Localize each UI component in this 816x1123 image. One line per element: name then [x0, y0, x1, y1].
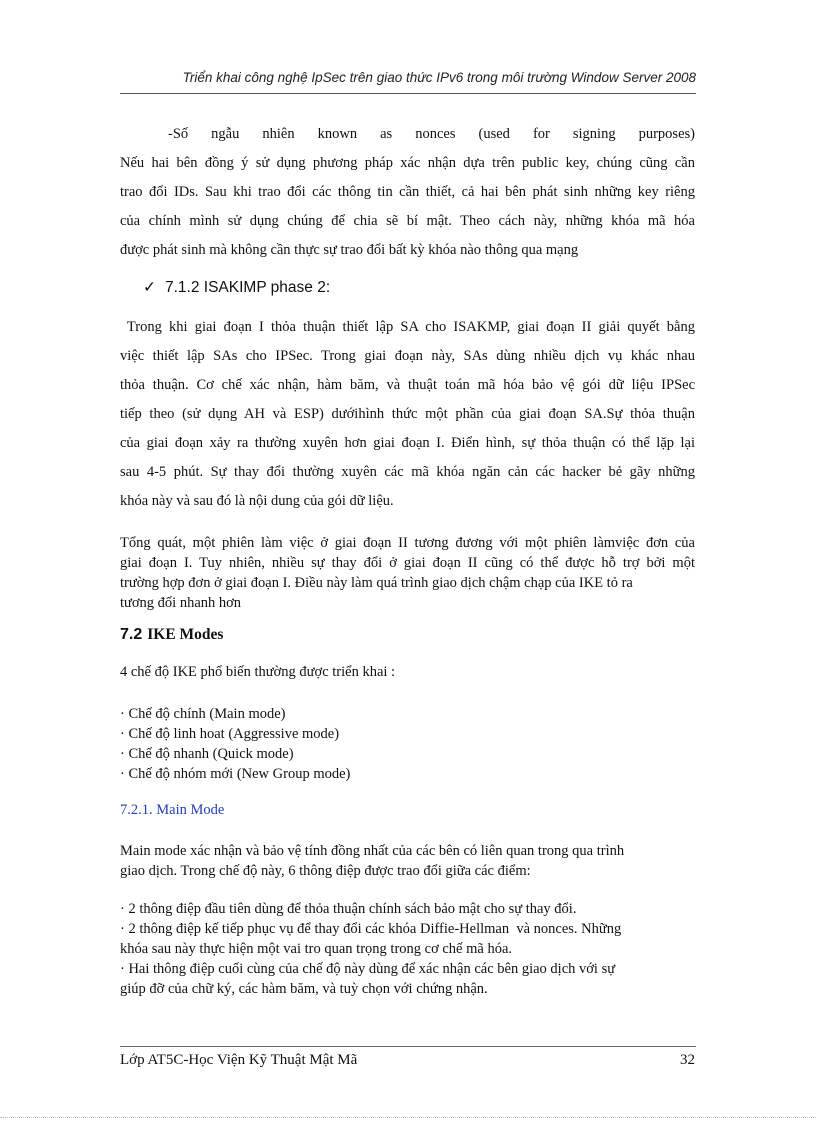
- section-heading: [120, 626, 223, 644]
- paragraph-line: Tổng quát, một phiên làm việc ở giai đoạn II tương đương với một phiên làmviệc đơn của: [120, 535, 695, 551]
- list-item: · Chế độ nhóm mới (New Group mode): [120, 766, 351, 782]
- paragraph-line: khóa này và sau đó là nội dung của gói dữ liệu.: [120, 493, 394, 509]
- modes-intro: 4 chế độ IKE phổ biến thường được triển khai :: [120, 664, 396, 680]
- paragraph-line: -Số ngẫu nhiên known as nonces (used for signing purposes): [168, 126, 695, 142]
- paragraph-line: Trong khi giai đoạn I thỏa thuận thiết lập SA cho ISAKMP, giai đoạn II giải quyết bằng: [120, 319, 695, 335]
- page-number: 32: [680, 1052, 695, 1068]
- list-item: · Chế độ chính (Main mode): [120, 706, 286, 722]
- list-item: khóa sau này thực hiện một vai tro quan trọng trong cơ chế mã hóa.: [120, 941, 513, 957]
- paragraph-line: việc thiết lập SAs cho IPSec. Trong giai đoạn này, SAs dùng nhiều dịch vụ khác nhau: [120, 348, 695, 364]
- section-title: IKE Modes: [147, 626, 224, 643]
- subsection-heading: 7.2.1. Main Mode: [120, 802, 225, 818]
- summary-paragraph: [120, 533, 695, 613]
- checkmark-icon: ✓: [143, 279, 156, 296]
- main-mode-paragraph: [120, 841, 695, 881]
- main-mode-bullets: [120, 899, 695, 999]
- list-item: · 2 thông điệp đầu tiên dùng để thỏa thuận chính sách bảo mật cho sự thay đổi.: [120, 901, 577, 917]
- paragraph-line: Main mode xác nhận và bảo vệ tính đồng nhất của các bên có liên quan trong qua trình: [120, 843, 625, 859]
- paragraph-line: của chính mình sử dụng chúng để chia sẽ bí mật. Theo cách này, những khóa mã hóa: [120, 213, 695, 229]
- intro-paragraph: [120, 120, 695, 265]
- paragraph-line: thỏa thuận. Cơ chế xác nhận, hàm băm, và thuật toán mã hóa bảo vệ gói dữ liệu IPSec: [120, 377, 695, 393]
- list-item: · Chế độ nhanh (Quick mode): [120, 746, 294, 762]
- page-header: Triển khai công nghệ IpSec trên giao thức IPv6 trong môi trường Window Server 2008: [182, 70, 696, 85]
- paragraph-line: của giai đoạn xảy ra thường xuyên hơn giai đoạn I. Điển hình, sự thỏa thuận có thể lặp lại: [120, 435, 695, 451]
- paragraph-line: giao dịch. Trong chế độ này, 6 thông điệp được trao đổi giữa các điểm:: [120, 863, 531, 879]
- paragraph-line: trường hợp đơn ở giai đoạn I. Điều này làm quá trình giao dịch chậm chạp của IKE tỏ ra: [120, 575, 633, 591]
- checklist-heading-label: 7.1.2 ISAKIMP phase 2:: [165, 279, 331, 296]
- section-number: 7.2: [120, 626, 143, 643]
- checklist-heading: [143, 278, 330, 297]
- list-item: · 2 thông điệp kế tiếp phục vụ để thay đổi các khóa Diffie-Hellman và nonces. Những: [120, 921, 622, 937]
- paragraph-line: giai đoạn I. Tuy nhiên, nhiều sự thay đổi ở giai đoạn II cũng có thể được hỗ trợ bởi một: [120, 555, 695, 571]
- page-bottom-border: [0, 1117, 816, 1118]
- list-item: · Chế độ linh hoat (Aggressive mode): [120, 726, 340, 742]
- paragraph-line: trao đổi IDs. Sau khi trao đổi các thông tin cần thiết, cả hai bên phát sinh những key riêng: [120, 184, 695, 200]
- footer-divider: [120, 1046, 696, 1047]
- paragraph-line: được phát sinh mà không cần thực sự trao đổi bất kỳ khóa nào thông qua mạng: [120, 242, 579, 258]
- paragraph-line: tiếp theo (sử dụng AH và ESP) dướihình thức một phần của giai đoạn SA.Sự thỏa thuận: [120, 406, 695, 422]
- list-item: giúp đỡ của chữ ký, các hàm băm, và tuỳ chọn với chứng nhận.: [120, 981, 488, 997]
- paragraph-line: Nếu hai bên đồng ý sử dụng phương pháp xác nhận dựa trên public key, chúng cũng cần: [120, 155, 695, 171]
- footer-text: Lớp AT5C-Học Viện Kỹ Thuật Mật Mã: [120, 1052, 358, 1068]
- phase2-paragraph: [120, 313, 695, 516]
- paragraph-line: sau 4-5 phút. Sự thay đổi thường xuyên các mã khóa ngăn cản các hacker bẻ gãy những: [120, 464, 695, 480]
- modes-list: [120, 704, 695, 784]
- paragraph-line: tương đối nhanh hơn: [120, 595, 242, 611]
- header-divider: [120, 93, 696, 94]
- list-item: · Hai thông điệp cuối cùng của chế độ này dùng để xác nhận các bên giao dịch với sự: [120, 961, 616, 977]
